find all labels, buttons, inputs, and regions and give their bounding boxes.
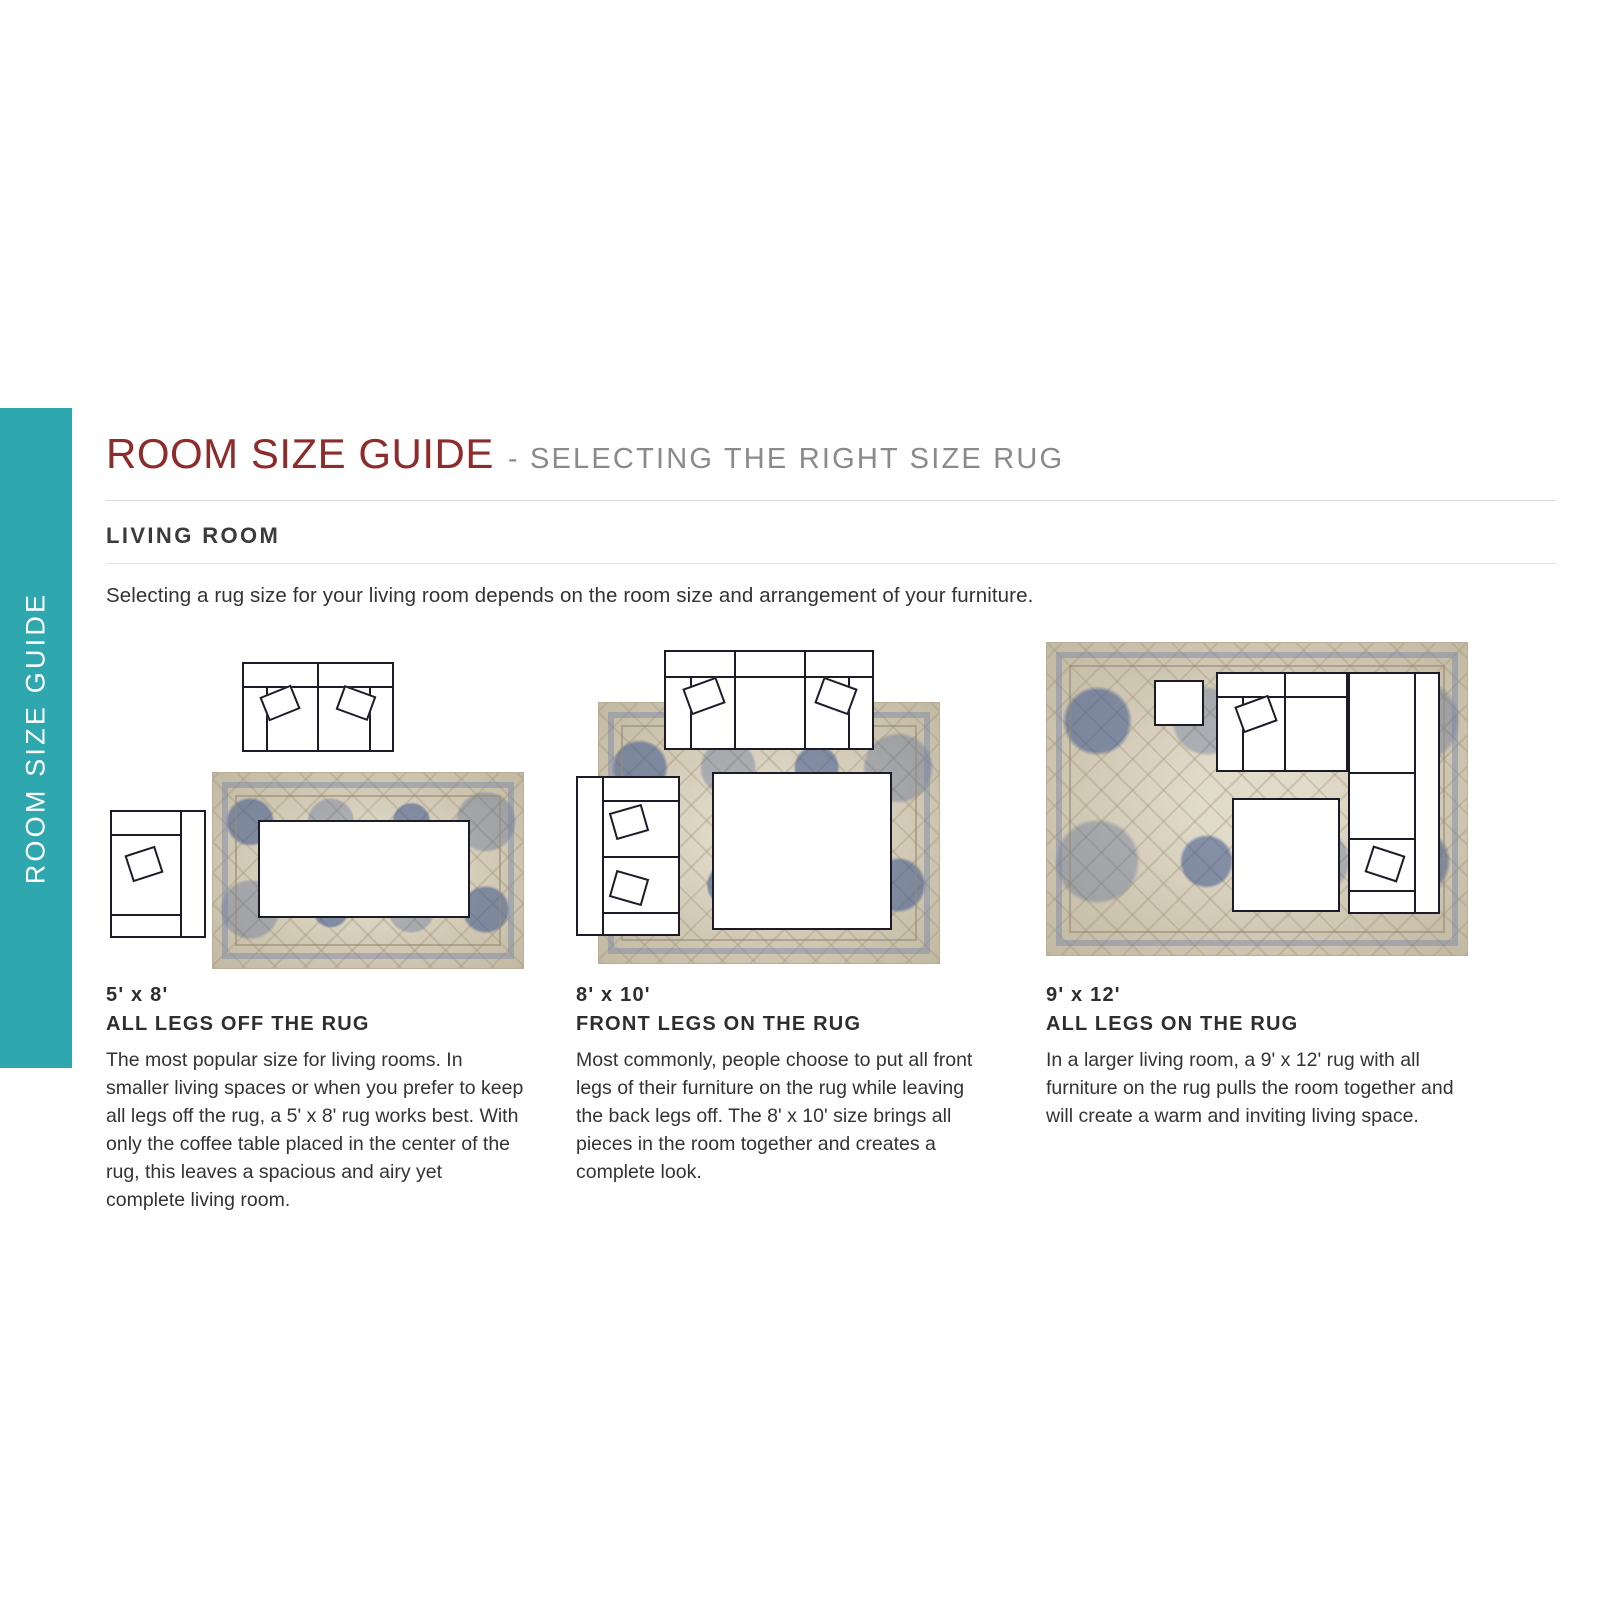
chair-left-arm-bottom (112, 914, 180, 916)
caption-size-9x12: 9' x 12' (1046, 984, 1121, 1006)
sectional-right-arm-bottom (1348, 890, 1414, 892)
caption-size-8x10: 8' x 10' (576, 984, 651, 1006)
sofa-left-arm-top (604, 800, 680, 802)
sofa-left-divider (604, 856, 680, 858)
sofa-top-divider-right (804, 650, 806, 750)
caption-body-5x8: The most popular size for living rooms. In smaller living spaces or when you prefer to keep all legs off the rug, a 5' x 8' rug works best. With only the coffee table placed in the center of the rug, this leaves a spacious and airy yet complete living room. (106, 1049, 524, 1212)
chair-left-backline (180, 810, 182, 938)
sofa-top-divider (317, 662, 319, 752)
caption-body-9x12: In a larger living room, a 9' x 12' rug with all furniture on the rug pulls the room together and will create a warm and inviting living space. (1046, 1049, 1454, 1128)
side-table (1154, 680, 1204, 726)
side-tab (0, 408, 72, 1068)
sofa-top-backline (664, 676, 874, 678)
section-heading: LIVING ROOM (106, 523, 281, 548)
column-8x10 (576, 642, 1046, 1214)
sectional-top-divider-1 (1284, 672, 1286, 772)
coffee-table (258, 820, 470, 918)
caption-body-8x10: Most commonly, people choose to put all front legs of their furniture on the rug while leaving the back legs off. The 8' x 10' size brings all pieces in the room together and creates a complete look. (576, 1049, 973, 1184)
column-5x8 (106, 642, 576, 1214)
rug-diagram-8x10 (576, 642, 1046, 972)
section-divider (106, 563, 1556, 564)
column-9x12 (1046, 642, 1516, 1214)
coffee-table (1232, 798, 1340, 912)
page-content (106, 408, 1556, 1212)
coffee-table (712, 772, 892, 930)
page-title-main: ROOM SIZE GUIDE (106, 430, 494, 477)
caption-heading-8x10: FRONT LEGS ON THE RUG (576, 1013, 862, 1035)
sectional-right-divider-1 (1348, 772, 1414, 774)
chair-left-arm-top (112, 834, 180, 836)
title-divider (106, 500, 1556, 501)
columns-container (106, 642, 1556, 1214)
sectional-right-backline (1414, 672, 1416, 914)
sofa-left-arm-bottom (604, 912, 680, 914)
page-title (106, 408, 1556, 478)
caption-heading-5x8: ALL LEGS OFF THE RUG (106, 1013, 370, 1035)
caption-heading-9x12: ALL LEGS ON THE RUG (1046, 1013, 1299, 1035)
sofa-top-divider-left (734, 650, 736, 750)
sectional-right-divider-2 (1348, 838, 1414, 840)
side-tab-label: ROOM SIZE GUIDE (20, 591, 51, 885)
intro-paragraph: Selecting a rug size for your living room depends on the room size and arrangement of your furniture. (106, 584, 1034, 607)
rug-diagram-5x8 (106, 642, 576, 972)
rug-diagram-9x12 (1046, 642, 1516, 972)
page-title-subtitle: - SELECTING THE RIGHT SIZE RUG (507, 443, 1065, 475)
caption-size-5x8: 5' x 8' (106, 984, 169, 1006)
